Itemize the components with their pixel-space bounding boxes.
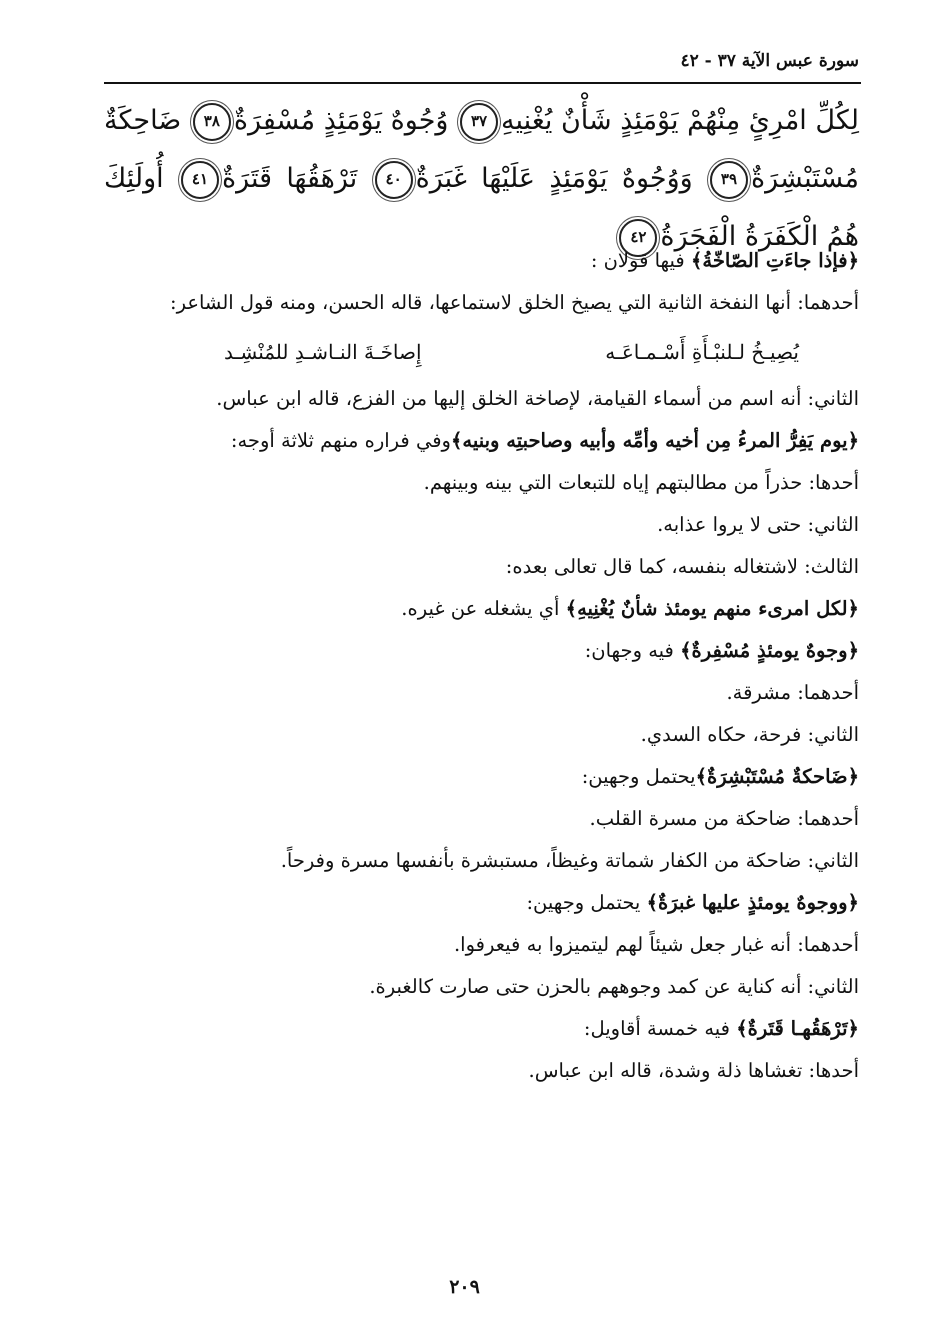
commentary-paragraph (104, 756, 859, 798)
quoted-verse: ﴿وجوهٌ يومئذٍ مُسْفِرةٌ﴾ (680, 639, 859, 662)
commentary-text: الثالث: لاشتغاله بنفسه، كما قال تعالى بعده: (505, 555, 859, 578)
commentary-text: الثاني: ضاحكة من الكفار شماتة وغيظاً، مستبشرة بأنفسها مسرة وفرحاً. (280, 849, 859, 872)
header-rule (104, 82, 861, 84)
verse-text: ضَاحِكَةٌ مُسْتَبْشِرَةٌ (104, 105, 859, 194)
verse-text: تَرْهَقُهَا قَتَرَةٌ (221, 163, 358, 194)
commentary-text: الثاني: حتى لا يروا عذابه. (657, 513, 859, 536)
commentary-paragraph (104, 462, 859, 504)
page-number: ٢٠٩ (449, 1276, 480, 1298)
commentary-text: الثاني: أنه كناية عن كمد وجوههم بالحزن حتى صارت كالغبرة. (369, 975, 859, 998)
commentary-paragraph (104, 240, 859, 282)
running-head: سورة عبس الآية ٣٧ - ٤٢ (680, 51, 859, 71)
commentary-text: فيه خمسة أقاويل: (583, 1017, 737, 1040)
quoted-verse: ﴿تَرْهَقُهـا قَتَرةٌ﴾ (736, 1017, 859, 1040)
commentary-text: أحدهما: أنها النفخة الثانية التي يصيخ الخلق لاستماعها، قاله الحسن، ومنه قول الشاعر: (170, 291, 859, 314)
verse-number-marker: ٣٨ (193, 103, 231, 141)
poem-verse (104, 324, 859, 378)
quoted-verse: ﴿فإذا جاءَتِ الصّاخّةُ﴾ (690, 249, 859, 272)
verse-text: أُولَئِكَ هُمُ الْكَفَرَةُ الْفَجَرَةُ (104, 163, 859, 252)
verse-text: وُجُوهٌ يَوْمَئِذٍ مُسْفِرَةٌ (233, 105, 449, 136)
commentary-paragraph (104, 672, 859, 714)
commentary-text: أحدهما: مشرقة. (726, 681, 859, 704)
commentary-paragraph (104, 966, 859, 1008)
commentary-paragraph (104, 588, 859, 630)
commentary-text: أحدهما: أنه غبار جعل شيئاً لهم ليتميزوا به فيعرفوا. (453, 933, 859, 956)
quoted-verse: ﴿يوم يَفِرُّ المرءُ مِن أخيه وأمِّه وأبيه وصاحبتِه وبنيه﴾ (450, 429, 859, 452)
commentary-text: الثاني: أنه اسم من أسماء القيامة، لإصاخة الخلق إليها من الفزع، قاله ابن عباس. (216, 387, 859, 410)
commentary-paragraph (104, 546, 859, 588)
commentary-text: أي يشغله عن غيره. (401, 597, 566, 620)
commentary-paragraph (104, 714, 859, 756)
commentary-text: فيها قولان : (590, 249, 691, 272)
commentary-paragraph (104, 924, 859, 966)
commentary-paragraph (104, 798, 859, 840)
verse-number-marker: ٤٠ (375, 161, 413, 199)
commentary-paragraph (104, 1050, 859, 1092)
quoted-verse: ﴿ووجوهٌ يومئذٍ عليها غبرَةٌ﴾ (646, 891, 859, 914)
commentary-body (104, 240, 859, 1092)
poem-hemistich-first: يُصِيـخُ لـلنبْـأَةِ أَسْـمـاعَـه (605, 340, 799, 364)
commentary-paragraph (104, 378, 859, 420)
poem-hemistich-second: إِصاخَـةَ النـاشـدِ للمُنْشِـد (224, 340, 422, 364)
quoted-verse: ﴿لكل امرىء منهم يومئذ شأنٌ يُغْنِيهِ﴾ (565, 597, 859, 620)
commentary-text: يحتمل وجهين: (581, 765, 696, 788)
commentary-paragraph (104, 630, 859, 672)
commentary-paragraph (104, 420, 859, 462)
commentary-text: يحتمل وجهين: (526, 891, 647, 914)
commentary-paragraph (104, 882, 859, 924)
verse-text: لِكُلِّ امْرِئٍ مِنْهُمْ يَوْمَئِذٍ شَأْنٌ يُغْنِيهِ (501, 105, 859, 136)
commentary-text: أحدهما: ضاحكة من مسرة القلب. (589, 807, 859, 830)
commentary-paragraph (104, 1008, 859, 1050)
verse-number-marker: ٣٩ (710, 161, 748, 199)
commentary-text: الثاني: فرحة، حكاه السدي. (640, 723, 859, 746)
verse-number-marker: ٤١ (181, 161, 219, 199)
commentary-paragraph (104, 282, 859, 324)
commentary-paragraph (104, 504, 859, 546)
commentary-text: أحدها: حذراً من مطالبتهم إياه للتبعات التي بينه وبينهم. (423, 471, 859, 494)
quoted-verse: ﴿ضَاحكةٌ مُسْتَبْشِرَةٌ﴾ (695, 765, 859, 788)
verse-number-marker: ٣٧ (460, 103, 498, 141)
commentary-text: فيه وجهان: (584, 639, 681, 662)
commentary-text: وفي فراره منهم ثلاثة أوجه: (230, 429, 451, 452)
verse-number-marker: ٤٢ (619, 219, 657, 257)
commentary-paragraph (104, 840, 859, 882)
commentary-text: أحدها: تغشاها ذلة وشدة، قاله ابن عباس. (528, 1059, 859, 1082)
verse-text: وَوُجُوهٌ يَوْمَئِذٍ عَلَيْهَا غَبَرَةٌ (415, 163, 693, 194)
